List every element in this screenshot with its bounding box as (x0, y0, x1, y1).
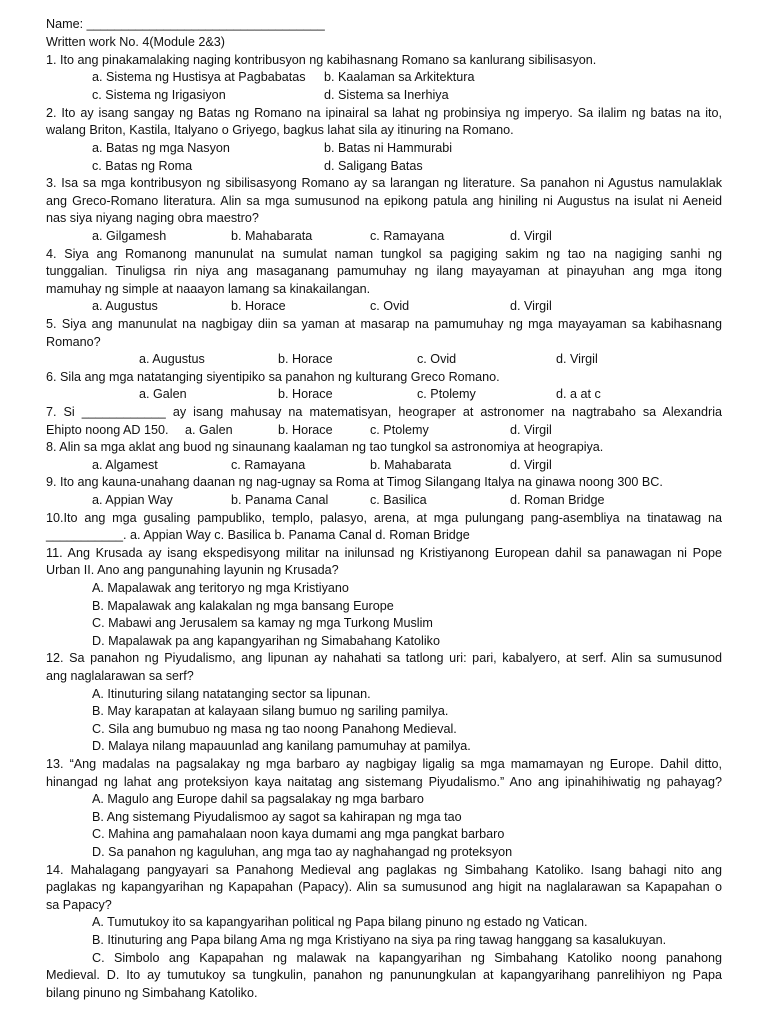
question-3-stem-line3: nas siya niyang naging obra maestro? (46, 211, 259, 225)
question-4-stem-line3: mamuhay ng simple at naaayon lamang sa kinakailangan. (46, 282, 371, 296)
q4-choice-c: c. Ovid (370, 299, 410, 313)
q8-choice-b: b. Mahabarata (370, 458, 452, 472)
q9-choice-d: d. Roman Bridge (510, 493, 605, 507)
q6-choice-b: b. Horace (278, 387, 333, 401)
q1-choice-b: b. Kaalaman sa Arkitektura (324, 70, 475, 84)
question-6-stem: 6. Sila ang mga natatanging siyentipiko sa panahon ng kulturang Greco Romano. (46, 370, 500, 384)
q1-choice-c: c. Sistema ng Irigasiyon (92, 88, 226, 102)
question-11-stem-line1: 11. Ang Krusada ay isang ekspedisyong militar na inilunsad ng Kristiyanong European dahil sa panawagan ni Pope (46, 546, 722, 560)
q7-choice-a: a. Galen (185, 423, 233, 437)
question-5-stem-line1: 5. Siya ang manunulat na nagbigay diin sa yaman at masarap na pamumuhay ng mga mayayaman sa kabihasnang (46, 317, 722, 331)
q1-choice-d: d. Sistema sa Inerhiya (324, 88, 449, 102)
q8-choice-a: a. Algamest (92, 458, 158, 472)
q7-choice-d: d. Virgil (510, 423, 552, 437)
q3-choice-b: b. Mahabarata (231, 229, 313, 243)
question-13-stem-line2: hinangad ng lahat ang proteksiyon kaya naitatag ang sistemang Piyudalismo.” Ano ang ipinahihiwatig ng pahayag? (46, 775, 722, 789)
q8-choice-d: d. Virgil (510, 458, 552, 472)
q1-choice-a: a. Sistema ng Hustisya at Pagbabatas (92, 70, 306, 84)
question-4-stem-line2: tunggalian. Tinuligsa rin niya ang masaganang pamumuhay ng ilang mayayaman at pinayuhan ang mga itong (46, 264, 722, 278)
question-14-stem-line1: 14. Mahalagang pangyayari sa Panahong Medieval ang paglakas ng Simbahang Katoliko. Isang bahagi nito ang (46, 863, 722, 877)
q5-choice-a: a. Augustus (139, 352, 205, 366)
q11-choice-c: C. Mabawi ang Jerusalem sa kamay ng mga Turkong Muslim (92, 616, 433, 630)
question-2-stem-line2: walang Briton, Kastila, Italyano o Griyego, bagkus lahat sila ay itinuring na Romano. (46, 123, 514, 137)
question-2-stem-line1: 2. Ito ay isang sangay ng Batas ng Romano na ipinairal sa lahat ng probinsiya ng imperyo. Sa ilalim ng batas na ito, (46, 106, 722, 120)
q11-choice-d: D. Mapalawak pa ang kapangyarihan ng Simabahang Katoliko (92, 634, 440, 648)
question-5-stem-line2: Romano? (46, 335, 101, 349)
question-13-stem-line1: 13. “Ang madalas na pagsalakay ng mga barbaro ay nagbigay ligalig sa mga mamamayan ng Europe. Dahil ditto, (46, 757, 722, 771)
q9-choice-a: a. Appian Way (92, 493, 173, 507)
q3-choice-c: c. Ramayana (370, 229, 445, 243)
q8-choice-c: c. Ramayana (231, 458, 306, 472)
q11-choice-b: B. Mapalawak ang kalakalan ng mga bansang Europe (92, 599, 394, 613)
q13-choice-c: C. Mahina ang pamahalaan noon kaya dumami ang mga pangkat barbaro (92, 827, 505, 841)
q2-choice-c: c. Batas ng Roma (92, 159, 193, 173)
q14-choice-c-line3: bilang pinuno ng Simbahang Katoliko. (46, 986, 258, 1000)
question-3-stem-line2: ang Greco-Romano literatura. Alin sa mga sumusunod na epikong patula ang hiniling ni Augustus na isulat ni Aeneid (46, 194, 722, 208)
question-3-stem-line1: 3. Isa sa mga kontribusyon ng sibilisasyong Romano ay sa larangan ng literature. Sa panahon ni Agustus namulaklak (46, 176, 722, 190)
q4-choice-d: d. Virgil (510, 299, 552, 313)
question-12-stem-line2: ang naglalarawan sa serf? (46, 669, 194, 683)
q13-choice-b: B. Ang sistemang Piyudalismoo ay sagot sa kahirapan ng mga tao (92, 810, 462, 824)
question-11-stem-line2: Urban II. Ano ang pangunahing layunin ng Krusada? (46, 563, 339, 577)
q6-choice-d: d. a at c (556, 387, 601, 401)
question-14-stem-line3: sa Papacy? (46, 898, 112, 912)
question-14-stem-line2: paglakas ng kapangyarihan ng Kapapahan (Papacy). Alin sa sumusunod ang higit na naglalarawan sa Kapapahan o (46, 880, 722, 894)
q14-choice-c-line1: C. Simbolo ang Kapapahan ng malawak na kapangyarihan ng Simbahang Katoliko noong panahong (92, 951, 722, 965)
q6-choice-c: c. Ptolemy (417, 387, 476, 401)
q13-choice-d: D. Sa panahon ng kaguluhan, ang mga tao ay naghahangad ng proteksyon (92, 845, 513, 859)
q2-choice-a: a. Batas ng mga Nasyon (92, 141, 230, 155)
q3-choice-d: d. Virgil (510, 229, 552, 243)
question-9-stem: 9. Ito ang kauna-unahang daanan ng nag-ugnay sa Roma at Timog Silangang Italya na ginawa noong 300 BC. (46, 475, 663, 489)
question-1-stem: 1. Ito ang pinakamalaking naging kontribusyon ng kabihasnang Romano sa kanlurang sibilisasyon. (46, 53, 597, 67)
q14-choice-b: B. Itinuturing ang Papa bilang Ama ng mga Kristiyano na siya pa ring tawag hanggang sa kasalukuyan. (92, 933, 667, 947)
q5-choice-b: b. Horace (278, 352, 333, 366)
q14-choice-a: A. Tumutukoy ito sa kapangyarihan political ng Papa bilang pinuno ng estado ng Vatican. (92, 915, 588, 929)
q6-choice-a: a. Galen (139, 387, 187, 401)
q4-choice-b: b. Horace (231, 299, 286, 313)
q3-choice-a: a. Gilgamesh (92, 229, 167, 243)
question-7-stem-line2: Ehipto noong AD 150. (46, 423, 169, 437)
q9-choice-b: b. Panama Canal (231, 493, 329, 507)
question-10-stem-line2: ___________. a. Appian Way c. Basilica b. Panama Canal d. Roman Bridge (46, 528, 470, 542)
q12-choice-b: B. May karapatan at kalayaan silang bumuo ng sariling pamilya. (92, 704, 449, 718)
q2-choice-b: b. Batas ni Hammurabi (324, 141, 453, 155)
q7-choice-c: c. Ptolemy (370, 423, 429, 437)
question-8-stem: 8. Alin sa mga aklat ang buod ng sinaunang kaalaman ng tao tungkol sa astronomiya at heograpiya. (46, 440, 604, 454)
q4-choice-a: a. Augustus (92, 299, 158, 313)
question-4-stem-line1: 4. Siya ang Romanong manunulat na sumulat naman tungkol sa pagiging sakim ng tao na nagiging sanhi ng (46, 247, 722, 261)
worksheet-title: Written work No. 4(Module 2&3) (46, 35, 225, 49)
question-12-stem-line1: 12. Sa panahon ng Piyudalismo, ang lipunan ay nahahati sa tatlong uri: pari, kabalyero, at serf. Alin sa sumusunod (46, 651, 722, 665)
name-field-label: Name: __________________________________ (46, 17, 325, 31)
q12-choice-c: C. Sila ang bumubuo ng masa ng tao noong Panahong Medieval. (92, 722, 457, 736)
q13-choice-a: A. Magulo ang Europe dahil sa pagsalakay ng mga barbaro (92, 792, 424, 806)
question-10-stem-line1: 10.Ito ang mga gusaling pampubliko, templo, palasyo, arena, at mga pulungang pang-asembliya na tinatawag na (46, 511, 722, 525)
q11-choice-a: A. Mapalawak ang teritoryo ng mga Kristiyano (92, 581, 349, 595)
q5-choice-c: c. Ovid (417, 352, 457, 366)
q12-choice-d: D. Malaya nilang mapauunlad ang kanilang pamumuhay at pamilya. (92, 739, 471, 753)
question-7-stem-line1: 7. Si ____________ ay isang mahusay na matematisyan, heograper at astronomer na nagtrabaho sa Alexandria (46, 405, 722, 419)
q2-choice-d: d. Saligang Batas (324, 159, 423, 173)
q7-choice-b: b. Horace (278, 423, 333, 437)
q9-choice-c: c. Basilica (370, 493, 427, 507)
q5-choice-d: d. Virgil (556, 352, 598, 366)
q14-choice-c-line2: Medieval. D. Ito ay tumutukoy sa tungkulin, panahon ng panunungkulan at kapangyarihang panrelihiyon ng Papa (46, 968, 722, 982)
q12-choice-a: A. Itinuturing silang natatanging sector sa lipunan. (92, 687, 371, 701)
